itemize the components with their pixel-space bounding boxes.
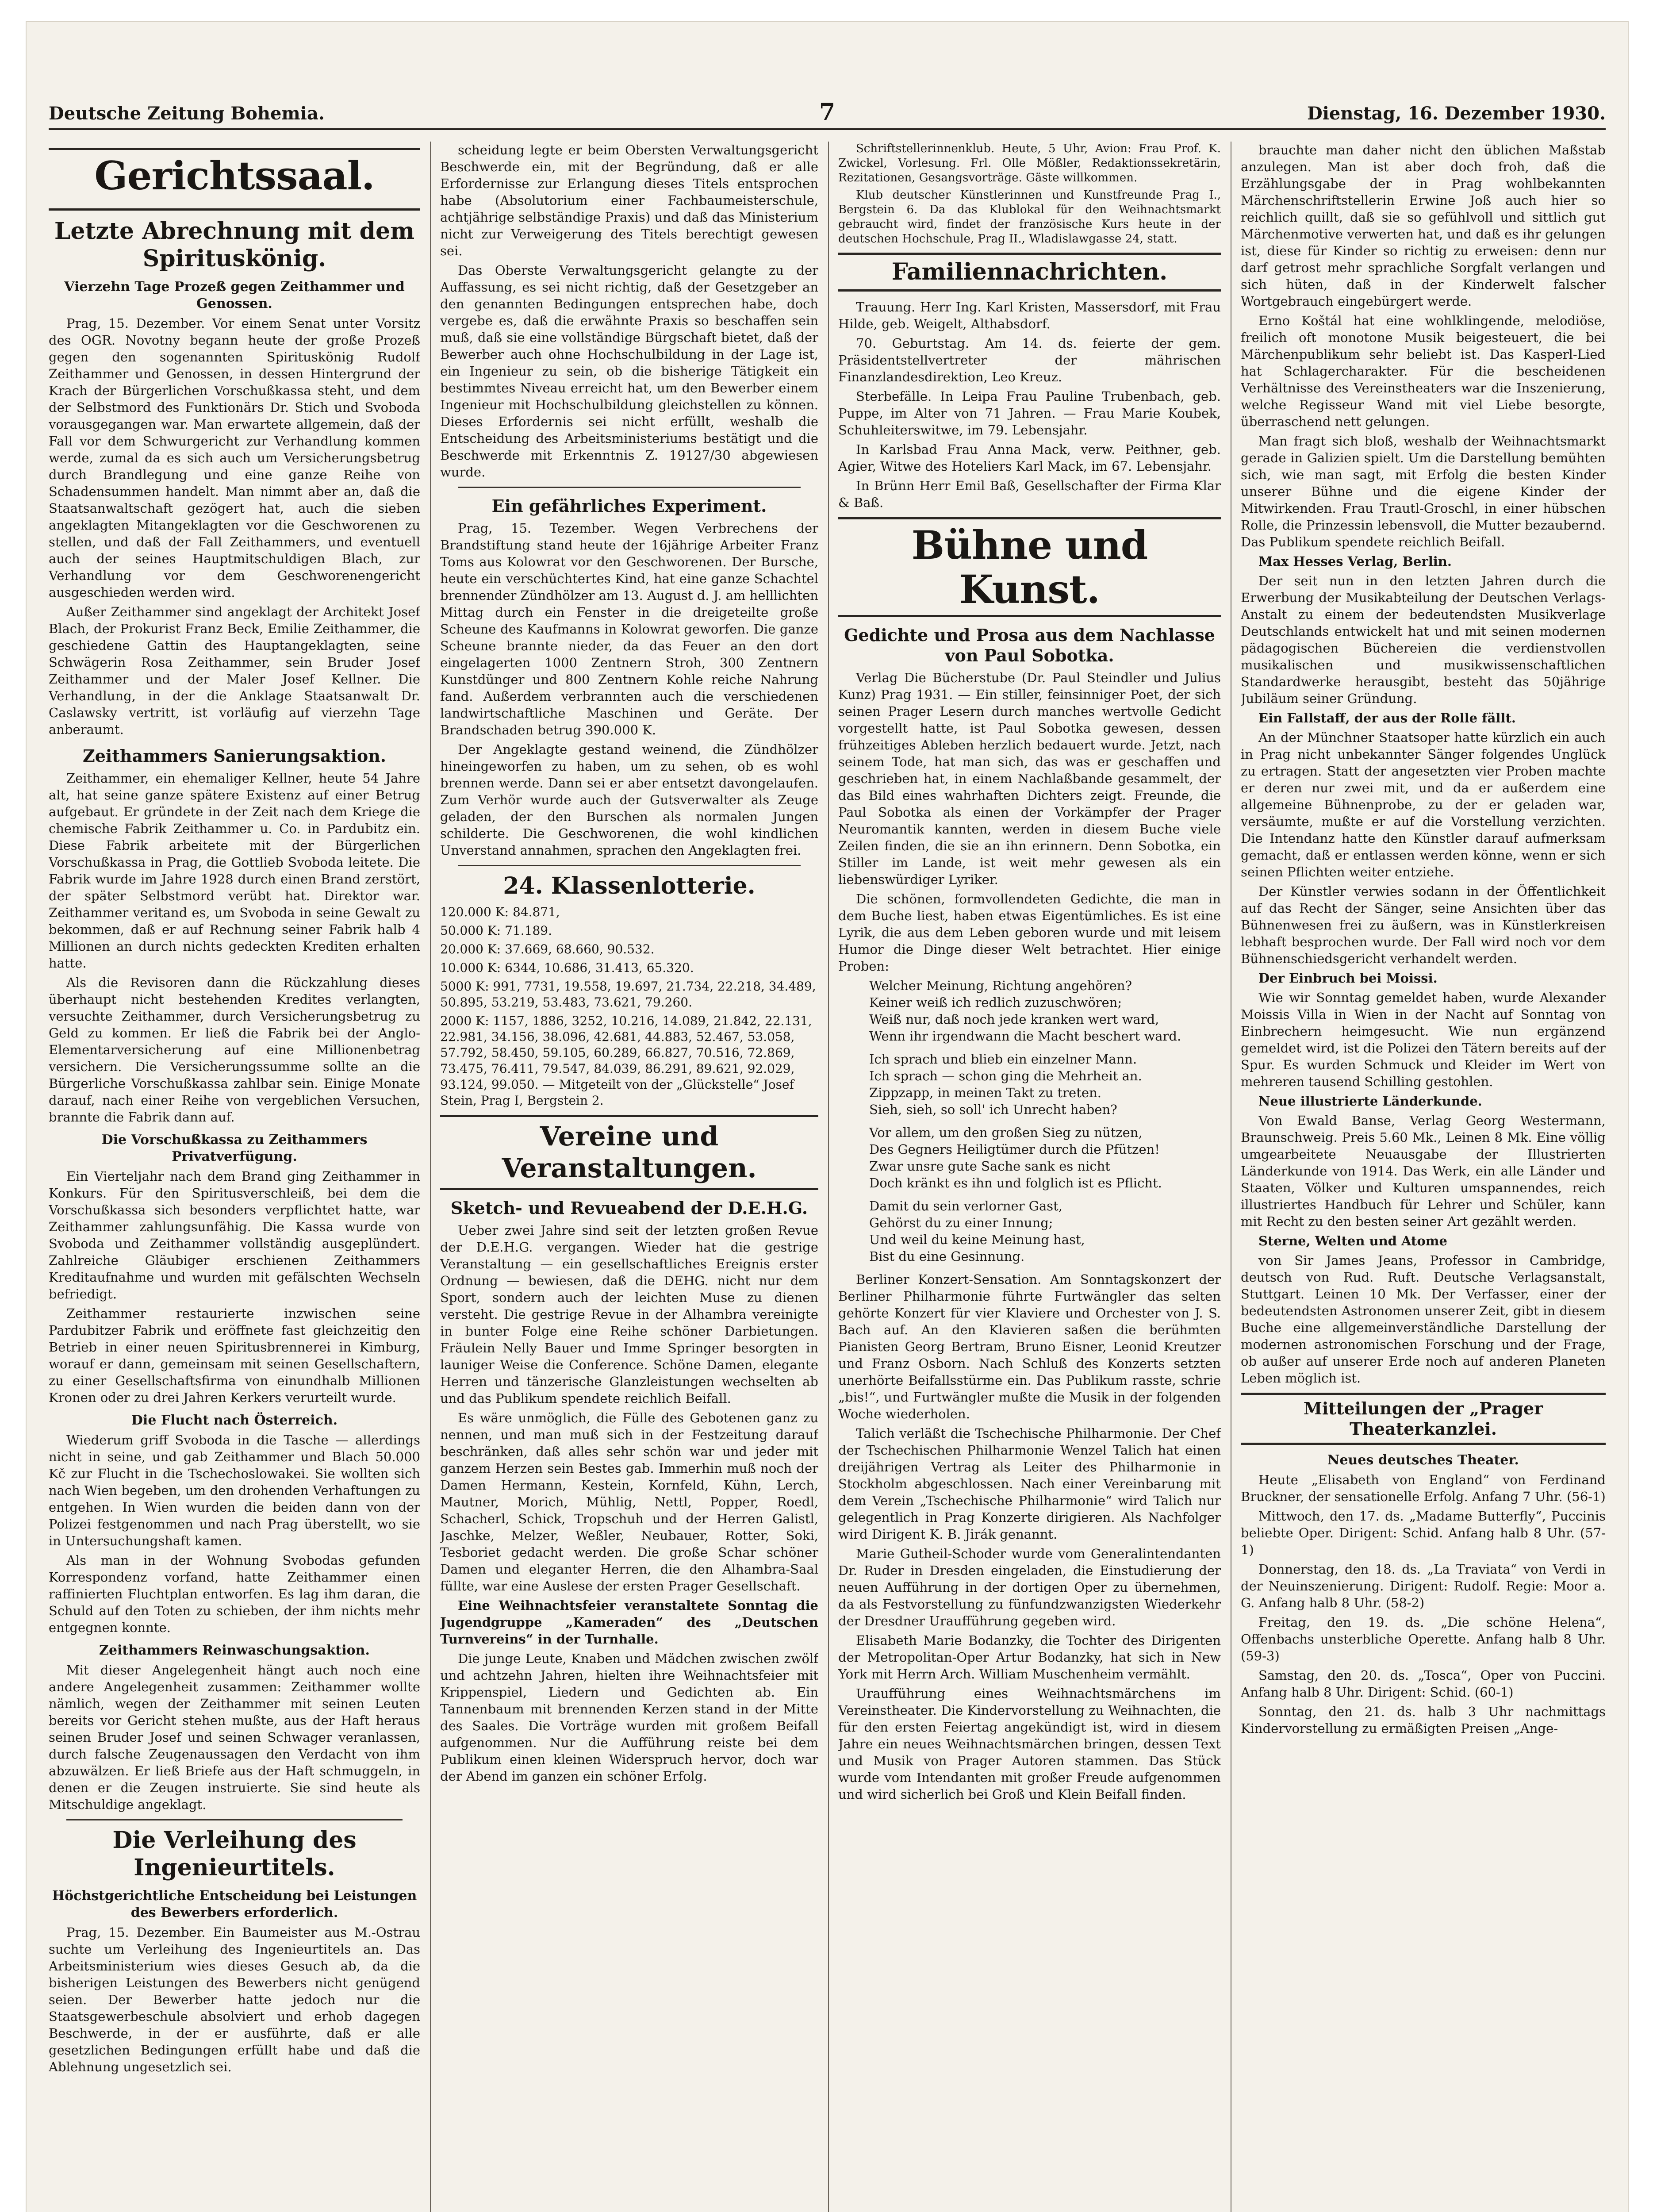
poem-line: Wenn ihr irgendwann die Macht beschert ward. [869,1029,1181,1044]
paragraph: brauchte man daher nicht den üblichen Maßstab anzulegen. Man ist aber doch froh, daß die Erzählungsgabe der in Prag wohlbekannten Märchenschriftstellerin Erwine Joß auch hier so reichlich quillt, daß sie so gefühlvoll und sittlich gut Märchenmotive verwerten hat, und daß es ihr gelungen ist, diese für Kinder so richtig zu erweisen: denn nur darf getrost mehr sprachliche Sorgfalt verlangen und sich hüten, daß in der Kinderwelt falscher Wortgebrauch eingebürgert werde. [1241,142,1606,309]
lottery-results [440,904,818,1109]
paragraph: Zeithammer, ein ehemaliger Kellner, heute 54 Jahre alt, hat seine ganze spätere Existenz auf einer Betrug aufgebaut. Er gründete in der Zeit nach dem Kriege die chemische Fabrik Zeithammer u. Co. in Pardubitz ein. Diese Fabrik arbeitete mit der Bürgerlichen Vorschußkassa in Prag, die Gottlieb Svoboda leitete. Die Fabrik wurde im Jahre 1928 durch einen Brand zerstört, der später Selbstmord verübt hat. Direktor war. Zeithammer veritand es, um Svoboda in seine Gewalt zu bekommen, daß er auf Rechnung seiner Fabrik halb 4 Millionen an durch nichts gedeckten Krediten erhalten hatte. [49,771,420,971]
paragraph: von Sir James Jeans, Professor in Cambridge, deutsch von Rud. Ruft. Deutsche Verlagsanstalt, Stuttgart. Leinen 10 Mk. Der Verfasser, einer der bedeutendsten Astronomen unserer Zeit, gibt in diesem Buche eine allgemeinverständliche Darstellung der modernen astronomischen Forschung und der Frage, ob außer auf unserer Erde noch auf anderen Planeten Leben möglich ist. [1241,1253,1606,1386]
family-notice: Sterbefälle. In Leipa Frau Pauline Trubenbach, geb. Puppe, im Alter von 71 Jahren. — Frau Marie Koubek, Schuhleiterswitwe, im 79. Lebensjahr. [838,389,1221,438]
poem-line: Des Gegners Heiligtümer durch die Pfützen! [869,1142,1160,1157]
notice: Schriftstellerinnenklub. Heute, 5 Uhr, Avion: Frau Prof. K. Zwickel, Vorlesung. Frl. Olle Mößler, Redaktionssekretärin, Rezitationen, Gesangsvorträge. Gäste willkommen. [838,142,1221,184]
poem-line: Doch kränkt es ihn und folglich ist es Pflicht. [869,1175,1162,1190]
poem-line: Keiner weiß ich redlich zuzuschwören; [869,995,1122,1010]
paragraph: Außer Zeithammer sind angeklagt der Architekt Josef Blach, der Prokurist Franz Beck, Emilie Zeithammer, die geschiedene Gattin des Hauptangeklagten, seine Schwägerin Rosa Zeithammer, sein Bruder Josef Zeithammer und der Maler Josef Kellner. Die Verhandlung, in der die Anklage Staatsanwalt Dr. Caslawsky vertritt, ist vorläufig auf vierzehn Tage anberaumt. [49,604,420,737]
paragraph: Man fragt sich bloß, weshalb der Weihnachtsmarkt gerade in Galizien spielt. Um die Darstellung bemühten sich, wie man sagt, mit Erfolg die besten Kinder unserer Bühne und die eigene Kinder der Mitwirkenden. Frau Trautl-Groschl, in einer hübschen Rolle, die Prinzessin lebensvoll, die Mutter bezaubernd. Das Publikum spendete reichlich Beifall. [1241,434,1606,549]
poem-line: Zippzapp, in meinen Takt zu treten. [869,1085,1101,1100]
theater-listing: Donnerstag, den 18. ds. „La Traviata“ von Verdi in der Neuinszenierung. Dirigent: Rudolf. Regie: Moor a. G. Anfang halb 8 Uhr. (58-2) [1241,1562,1606,1610]
subheading: Zeithammers Sanierungsaktion. [82,746,387,766]
paragraph: Die junge Leute, Knaben und Mädchen zwischen zwölf und achtzehn Jahren, hielten ihre Weihnachtsfeier mit Krippenspiel, Liedern und Gedichten ab. Ein Tannenbaum mit brennenden Kerzen stand in der Mitte des Saales. Die Vorträge wurden mit großem Beifall aufgenommen. Nur die Aufführung reiste bei dem Publikum einen kleinen Widerspruch hervor, doch war der Abend im ganzen ein schöner Erfolg. [440,1651,818,1784]
article-headline: 24. Klassenlotterie. [503,872,756,899]
paragraph: Der Angeklagte gestand weinend, die Zündhölzer hineingeworfen zu haben, um zu sehen, ob es wohl brennen werde. Dann sei er aber entsetzt davongelaufen. Zum Verhör wurde auch der Gutsverwalter als Zeuge geladen, der den Burschen als normalen Jungen schilderte. Die Geschworenen, die wohl kindlichen Unverstand annahmen, sprachen den Angeklagten frei. [440,742,818,858]
family-notice: 70. Geburtstag. Am 14. ds. feierte der gem. Präsidentstellvertreter der mährischen Finanzlandesdirektion, Leo Kreuz. [838,336,1221,384]
paragraph: Uraufführung eines Weihnachtsmärchens im Vereinstheater. Die Kindervorstellung zu Weihnachten, die für den ersten Feiertag angekündigt ist, wird in diesem Jahre ein neues Weihnachtsmärchen bringen, dessen Text und Musik von Prager Autoren stammen. Das Stück wurde vom Intendanten mit großer Freude aufgenommen und wird sicherlich bei Groß und Klein Beifall finden. [838,1686,1221,1802]
paragraph: Prag, 15. Tezember. Wegen Verbrechens der Brandstiftung stand heute der 16jährige Arbeiter Franz Toms aus Kolowrat vor den Geschworenen. Der Bursche, heute ein verschüchtertes Kind, hat eine ganze Schachtel brennender Zündhölzer am 13. August d. J. am helllichten Mittag durch ein Fenster in die dreigeteilte große Scheune des Kaufmanns in Kolowrat geworfen. Die ganze Scheune brannte nieder, da das Feuer an den dort eingelagerten 1000 Zentnern Stroh, 300 Zentnern Kunstdünger und 800 Zentnern Kohle reiche Nahrung fand. Außerdem verbrannten auch die verschiedenen landwirtschaftliche Maschinen und Geräte. Der Brandschaden betrug 390.000 K. [440,521,818,737]
poem-line: Welcher Meinung, Richtung angehören? [869,978,1132,993]
poem [838,1051,1221,1118]
paragraph: Ein Vierteljahr nach dem Brand ging Zeithammer in Konkurs. Für den Spiritusverschleiß, bei dem die Vorschußkassa sich besonders verpflichtet hatte, war Zeithammer zahlungsunfähig. Die Kassa wurde von Svoboda und Zeithammer vollständig ausgeplündert. Zahlreiche Gläubiger erschienen Zeithammers Kreditaufnahme und wurden mit gefälschten Wechseln befriedigt. [49,1169,420,1302]
paper-name: Deutsche Zeitung Bohemia. [49,103,325,124]
article-subheadline: Höchstgerichtliche Entscheidung bei Leistungen des Bewerbers erforderlich. [52,1888,417,1920]
paragraph: Prag, 15. Dezember. Ein Baumeister aus M.-Ostrau suchte um Verleihung des Ingenieurtitels an. Das Arbeitsministerium wies dieses Gesuch ab, da die bisherigen Leistungen des Bewerbers nicht genügend seien. Der Bewerber hatte jedoch nur die Staatsgewerbeschule absolviert und erhob dagegen Beschwerde, in der er ausführte, daß er alle gesetzlichen Bedingungen erfüllt habe und daß die Ablehnung ungesetzlich sei. [49,1925,420,2074]
theater-listing: Samstag, den 20. ds. „Tosca“, Oper von Puccini. Anfang halb 8 Uhr. Dirigent: Schid. (60-1) [1241,1668,1606,1700]
paragraph: Es wäre unmöglich, die Fülle des Gebotenen ganz zu nennen, und man muß sich in der Festzeitung darauf beschränken, daß alles sehr schön war und jeder mit ganzem Herzen sein Bestes gab. Immerhin muß noch der Damen Hermann, Kestein, Kornfeld, Kühn, Lerch, Mautner, Morich, Mühlig, Nettl, Popper, Roedl, Schacherl, Schick, Tropschuh und der Herren Galistl, Jaschke, Melzer, Weßler, Neubauer, Rotter, Soki, Tesboriet gedacht werden. Die große Schar schöner Damen und eleganter Herren, die den Alhambra-Saal füllte, war eine Auslese der ersten Prager Gesellschaft. [440,1410,818,1594]
poem-line: Ich sprach und blieb ein einzelner Mann. [869,1052,1137,1067]
poem [838,1198,1221,1265]
section-title-vereine: Vereine und Veranstaltungen. [502,1121,757,1184]
section-title-gerichtssaal: Gerichtssaal. [94,153,375,199]
paragraph: Das Oberste Verwaltungsgericht gelangte zu der Auffassung, es sei nicht richtig, daß der Gesetzgeber an den genannten Bedingungen entsprechen habe, doch vergebe es, daß die erwähnte Praxis so beschaffen sein muß, daß sie eine vollständige Bürgschaft bietet, daß der Bewerber auch ohne Hochschulbildung in der Lage ist, ein Ingenieur zu sein, ob die bisherige Tätigkeit ein bestimmtes Niveau erreicht hat, um den Bewerber einem Ingenieur mit Hochschulbildung gleichstellen zu können. Dieses Erfordernis sei nicht erfüllt, weshalb die Entscheidung des Arbeitsministeriums bestätigt und die Beschwerde mit Erkenntnis Z. 19127/30 abgewiesen wurde. [440,263,818,480]
divider [458,487,801,488]
paragraph: scheidung legte er beim Obersten Verwaltungsgericht Beschwerde ein, mit der Begründung, daß er alle Erfordernisse zur Erlangung dieses Titels entsprochen habe (Absolutorium einer Fachbaumeisterschule, achtjährige selbständige Praxis) und daß das Ministerium nicht zur Verweigerung des Titels berechtigt gewesen sei. [440,142,818,258]
newspaper-page [27,22,1628,2212]
article-headline: Sketch- und Revueabend der D.E.H.G. [450,1198,808,1218]
paragraph: Von Ewald Banse, Verlag Georg Westermann, Braunschweig. Preis 5.60 Mk., Leinen 8 Mk. Eine völlig umgearbeitete Neuausgabe der Illustrierten Länderkunde von 1914. Das Werk, ein alle Länder und Staaten, Völker und Kulturen umspannendes, reich illustriertes Handbuch für Lehrer und Schüler, kann mit Recht zu den besten seiner Art gezählt werden. [1241,1113,1606,1229]
paragraph: Mit dieser Angelegenheit hängt auch noch eine andere Angelegenheit zusammen: Zeithammer wollte nämlich, wegen der Zeithammer mit seinen Leuten bereits vor Gericht stehen mußte, aus der Haft heraus seinen Bruder Josef und seinen Schwager veranlassen, durch falsche Zeugenaussagen den Verdacht von ihm abzuwälzen. Er ließ Briefe aus der Haft schmuggeln, in denen er die Zeugen instruierte. Sie sind heute als Mitschuldige angeklagt. [49,1663,420,1812]
paragraph-lead: Max Hesses Verlag, Berlin. [1258,554,1452,569]
poem-line: Vor allem, um den großen Sieg zu nützen, [869,1125,1143,1140]
paragraph: Als man in der Wohnung Svobodas gefunden Korrespondenz vorfand, hatte Zeithammer einen raffinierten Fluchtplan entworfen. Es lag ihm daran, die Schuld auf den Toten zu schieben, der ihm nichts mehr entgegnen konnte. [49,1553,420,1635]
section-title-theaterkanzlei: Mitteilungen der „Prager Theaterkanzlei. [1303,1398,1543,1439]
column-rule [430,142,431,2212]
lottery-line: 10.000 K: 6344, 10.686, 31.413, 65.320. [440,960,694,975]
paragraph: Zeithammer restaurierte inzwischen seine Pardubitzer Fabrik und eröffnete fast gleichzeitig den Betrieb in einer neuen Spiritusbrennerei in Kimburg, worauf er dann, gemeinsam mit seinen Gesellschaftern, zu einer Gesellschaftsfirma von einundhalb Millionen Kronen oder zu drei Jahren Kerkers verurteilt wurde. [49,1306,420,1405]
poem-line: Sieh, sieh, so soll' ich Unrecht haben? [869,1102,1117,1117]
divider [66,1819,403,1820]
paragraph: Prag, 15. Dezember. Vor einem Senat unter Vorsitz des OGR. Novotny begann heute der große Prozeß gegen den sogenannten Spirituskönig Rudolf Zeithammer und Genossen, in dessen Hintergrund der Krach der Bürgerlichen Vorschußkassa steht, und dem der Selbstmord des Funktionärs Dr. Stich und Svoboda vorausgegangen war. Man erwartete allgemein, daß der Fall vor dem Schwurgericht zur Verhandlung kommen werde, zumal da es sich auch um Versicherungsbetrug durch Brandlegung und eine ganze Reihe von Schadensummen handelt. Man nimmt aber an, daß die Staatsanwaltschaft gezögert hat, auch die sieben angeklagten Mitangeklagten vor die Geschworenen zu stellen, und daß der Fall Zeithammers, und eventuell auch der seines Hauptmitschuldigen Blach, zur Verhandlung vor dem Geschworenengericht ausgeschieden werden wird. [49,316,420,600]
theater-listing: Heute „Elisabeth von England“ von Ferdinand Bruckner, der sensationelle Erfolg. Anfang 7 Uhr. (56-1) [1241,1472,1606,1504]
lottery-line: 120.000 K: 84.871, [440,905,560,919]
subheading: Zeithammers Reinwaschungsaktion. [99,1643,370,1658]
lottery-line: 5000 K: 991, 7731, 19.558, 19.697, 21.734, 22.218, 34.489, 50.895, 53.219, 53.483, 73.621, 79.260. [440,979,816,1010]
subheading: Die Vorschußkassa zu Zeithammers Privatverfügung. [101,1132,368,1164]
poem-line: Und weil du keine Meinung hast, [869,1232,1085,1247]
poem-line: Weiß nur, daß noch jede kranken wert ward, [869,1012,1159,1027]
paragraph: An der Münchner Staatsoper hatte kürzlich ein auch in Prag nicht unbekannter Sänger folgendes Unglück zu ertragen. Statt der angesetzten vier Proben machte er deren nur zwei mit, und da er außerdem eine allgemeine Bühnenprobe, zu der er geladen war, versäumte, mußte er auf die Vorstellung verzichten. Die Intendanz hatte den Künstler darauf aufmerksam gemacht, daß er entlassen werden könne, wenn er sich seinen Pflichten weiter entziehe. [1241,730,1606,879]
section-band [49,148,420,211]
article-headline: Die Verleihung des Ingenieurtitels. [112,1827,357,1881]
lottery-line: 50.000 K: 71.189. [440,923,552,938]
paragraph-lead: Der Einbruch bei Moissi. [1258,971,1438,986]
paragraph: Als die Revisoren dann die Rückzahlung dieses überhaupt nicht bestehenden Kredites verlangten, versuchte Zeithammer, durch Versicherungsbetrug zu Geld zu kommen. Er ließ die Fabrik bei der Anglo-Elementarversicherung auf eine Millionenbetrag versichern. Die Versicherungssumme sollte an die Bürgerliche Vorschußkassa zahlbar sein. Einige Monate darauf, nach einer Reihe von vergeblichen Versuchen, brannte die Fabrik dann auf. [49,975,420,1125]
section-band [838,253,1221,292]
section-band [1241,1393,1606,1445]
column-3 [838,142,1221,2212]
paragraph: Ueber zwei Jahre sind seit der letzten großen Revue der D.E.H.G. vergangen. Wieder hat die gestrige Veranstaltung — ein gesellschaftliches Ereignis erster Ordnung — bewiesen, daß die DEHG. nicht nur dem Sport, sondern auch der leichten Muse zu dienen versteht. Die gestrige Revue in der Alhambra vereinigte in bunter Folge eine Reihe schöner Darbietungen. Fräulein Nelly Bauer und Imme Springer besorgten in launiger Weise die Conference. Schöne Damen, elegante Herren und tänzerische Glanzleistungen wechselten ab und das Publikum spendete reichlich Beifall. [440,1223,818,1406]
paragraph: Wiederum griff Svoboda in die Tasche — allerdings nicht in seine, und gab Zeithammer und Blach 50.000 Kč zur Flucht in die Tschechoslowakei. Sie wollten sich nach Wien begeben, um den drohenden Verhaftungen zu entgehen. In Wien wurden die beiden dann von der Polizei festgenommen und nach Prag überstellt, wo sie in Untersuchungshaft kamen. [49,1432,420,1548]
paragraph: Elisabeth Marie Bodanzky, die Tochter des Dirigenten der Metropolitan-Oper Artur Bodanzky, hat sich in New York mit Herrn Arch. William Muschenheim vermählt. [838,1633,1221,1682]
paragraph: Wie wir Sonntag gemeldet haben, wurde Alexander Moissis Villa in Wien in der Nacht auf Sonntag von Einbrechern heimgesucht. Wie nun ergänzend gemeldet wird, ist die Polizei den Tätern bereits auf der Spur. Es wurden Schmuck und Kleider im Wert von mehreren tausend Schilling gestohlen. [1241,990,1606,1089]
paragraph: Die schönen, formvollendeten Gedichte, die man in dem Buche liest, haben etwas Eigentümliches. Es ist eine Lyrik, die aus dem Leben geboren wurde und mit leisem Humor die Dinge dieser Welt betrachtet. Hier einige Proben: [838,891,1221,974]
lottery-line: 2000 K: 1157, 1886, 3252, 10.216, 14.089, 21.842, 22.131, 22.981, 34.156, 38.096, 42.681, 44.883, 52.467, 53.058, 57.792, 58.450, 59.105, 60.289, 66.827, 70.516, 72.869, 73.475, 76.411, 79.547, 84.039, 86.291, 89.621, 92.029, 93.124, 99.050. — Mitgeteilt von der „Glückstelle“ Josef Stein, Prag I, Bergstein 2. [440,1014,812,1108]
article-headline: Gedichte und Prosa aus dem Nachlasse von Paul Sobotka. [844,625,1215,665]
family-notice: In Brünn Herr Emil Baß, Gesellschafter der Firma Klar & Baß. [838,478,1221,510]
paragraph: Berliner Konzert-Sensation. Am Sonntagskonzert der Berliner Philharmonie führte Furtwängler das selten gehörte Konzert für vier Klaviere und Orchester von J. S. Bach auf. An den Klavieren saßen die berühmten Pianisten Georg Bertram, Bruno Eisner, Leonid Kreutzer und Franz Osborn. Nach Schluß des Konzerts setzten unerhörte Beifallsstürme ein. Das Publikum rasste, schrie „bis!“, und Furtwängler mußte die Musik in der folgenden Woche wiederholen. [838,1272,1221,1421]
paragraph: Erno Koštál hat eine wohlklingende, melodiöse, freilich oft monotone Musik beigesteuert, die bei Märchenpublikum sehr beliebt ist. Das Kasperl-Lied hat Schlagercharakter. Für die bescheidenen Verhältnisse des Vereinstheaters war die Inszenierung, welche Regisseur Wand mit viel Liebe besorgte, überraschend nett gelungen. [1241,313,1606,429]
article-headline: Letzte Abrechnung mit dem Spirituskönig. [54,218,415,272]
poem-line: Damit du sein verlorner Gast, [869,1198,1062,1214]
subheading: Neues deutsches Theater. [1327,1452,1519,1468]
poem-line: Zwar unsre gute Sache sank es nicht [869,1159,1110,1174]
paragraph-lead: Neue illustrierte Länderkunde. [1258,1094,1482,1109]
column-2 [440,142,818,2212]
paragraph-lead: Eine Weihnachtsfeier veranstaltete Sonntag die Jugendgruppe „Kameraden“ des „Deutschen Turnvereins“ in der Turnhalle. [440,1598,818,1647]
article-subheadline: Vierzehn Tage Prozeß gegen Zeithammer und Genossen. [64,279,405,311]
paragraph-lead: Sterne, Welten und Atome [1258,1233,1447,1248]
poem-line: Bist du eine Gesinnung. [869,1249,1025,1264]
subheading: Die Flucht nach Österreich. [131,1413,338,1428]
divider [458,865,801,866]
article-headline: Ein gefährliches Experiment. [491,496,767,516]
family-notice: Trauung. Herr Ing. Karl Kristen, Massersdorf, mit Frau Hilde, geb. Weigelt, Althabsdorf. [838,300,1221,331]
section-band [838,517,1221,617]
column-rule [828,142,829,2212]
theater-listing: Mittwoch, den 17. ds. „Madame Butterfly“, Puccinis beliebte Oper. Dirigent: Schid. Anfang halb 8 Uhr. (57-1) [1241,1509,1606,1557]
paragraph: Verlag Die Bücherstube (Dr. Paul Steindler und Julius Kunz) Prag 1931. — Ein stiller, feinsinniger Poet, der sich seinen Prager Lesern durch manches wertvolle Gedicht vorgestellt hatte, ist Paul Sobotka gewesen, dessen frühzeitiges Ableben herzlich bedauert wurde. Jetzt, nach seinem Tode, hat man sich, das was er geschaffen und geschrieben hat, in einem Nachlaßbande gesammelt, der das Bild eines wahrhaften Dichters zeigt. Freunde, die Paul Sobotka als einen der Vorkämpfer der Prager Neuromantik kannten, werden in diesem Buche viele Zeilen finden, die sie an ihn erinnern. Denn Sobotka, ein Stiller im Lande, ist weit mehr gewesen als ein liebenswürdiger Lyriker. [838,670,1221,887]
paragraph: Der Künstler verwies sodann in der Öffentlichkeit auf das Recht der Sänger, seine Ansichten über das Bühnenwesen frei zu äußern, was in Künstlerkreisen lebhaft besprochen wurde. Der Fall wird noch vor dem Bühnenschiedsgericht verhandelt werden. [1241,884,1606,966]
paragraph-lead: Ein Fallstaff, der aus der Rolle fällt. [1258,710,1516,726]
family-notice: In Karlsbad Frau Anna Mack, verw. Peithner, geb. Agier, Witwe des Hoteliers Karl Mack, im 67. Lebensjahr. [838,442,1221,474]
paragraph: Talich verläßt die Tschechische Philharmonie. Der Chef der Tschechischen Philharmonie Wenzel Talich hat einen dreijährigen Vertrag als Leiter des Philharmonie in Stockholm abgeschlossen. Nach einer Vereinbarung mit dem Verein „Tschechische Philharmonie“ wird Talich nur gelegentlich in Prag Konzerte dirigieren. Als Nachfolger wird Dirigent K. B. Jirák genannt. [838,1426,1221,1542]
paragraph: Der seit nun in den letzten Jahren durch die Erwerbung der Musikabteilung der Deutschen Verlags-Anstalt zu einem der bedeutendsten Musikverlage Deutschlands entwickelt hat und mit seinen modernen pädagogischen Büchereien die verdienstvollen musikalischen und musikwissenschaftlichen Standardwerke herausgibt, besteht das 50jährige Jubiläum seiner Gründung. [1241,573,1606,706]
poem [838,977,1221,1045]
section-title-buehne-und-kunst: Bühne und Kunst. [911,522,1148,612]
page-number: 7 [819,99,836,126]
section-band [440,1115,818,1190]
issue-date: Dienstag, 16. Dezember 1930. [1307,103,1606,124]
theater-listing: Sonntag, den 21. ds. halb 3 Uhr nachmittags Kindervorstellung zu ermäßigten Preisen „Ange- [1241,1704,1606,1736]
poem-line: Ich sprach — schon ging die Mehrheit an. [869,1068,1142,1083]
theater-listing: Freitag, den 19. ds. „Die schöne Helena“, Offenbachs unsterbliche Operette. Anfang halb 8 Uhr. (59-3) [1241,1615,1606,1663]
poem-line: Gehörst du zu einer Innung; [869,1215,1053,1230]
column-1 [49,142,420,2212]
lottery-line: 20.000 K: 37.669, 68.660, 90.532. [440,942,655,956]
notice: Klub deutscher Künstlerinnen und Kunstfreunde Prag I., Bergstein 6. Da das Klublokal für den Weihnachtsmarkt gebraucht wird, findet der französische Kurs heute in der deutschen Hochschule, Prag II., Wladislawgasse 24, statt. [838,188,1221,246]
poem [838,1124,1221,1191]
page-header [49,97,1606,130]
section-title-familiennachrichten: Familiennachrichten. [891,258,1168,285]
paragraph: Marie Gutheil-Schoder wurde vom Generalintendanten Dr. Ruder in Dresden eingeladen, die Einstudierung der neuen Aufführung in der dortigen Oper zu übernehmen, da als Festvorstellung zu fünfundzwanzigsten Wiederkehr der Dresdner Uraufführung gegeben wird. [838,1546,1221,1628]
column-4 [1241,142,1606,2212]
